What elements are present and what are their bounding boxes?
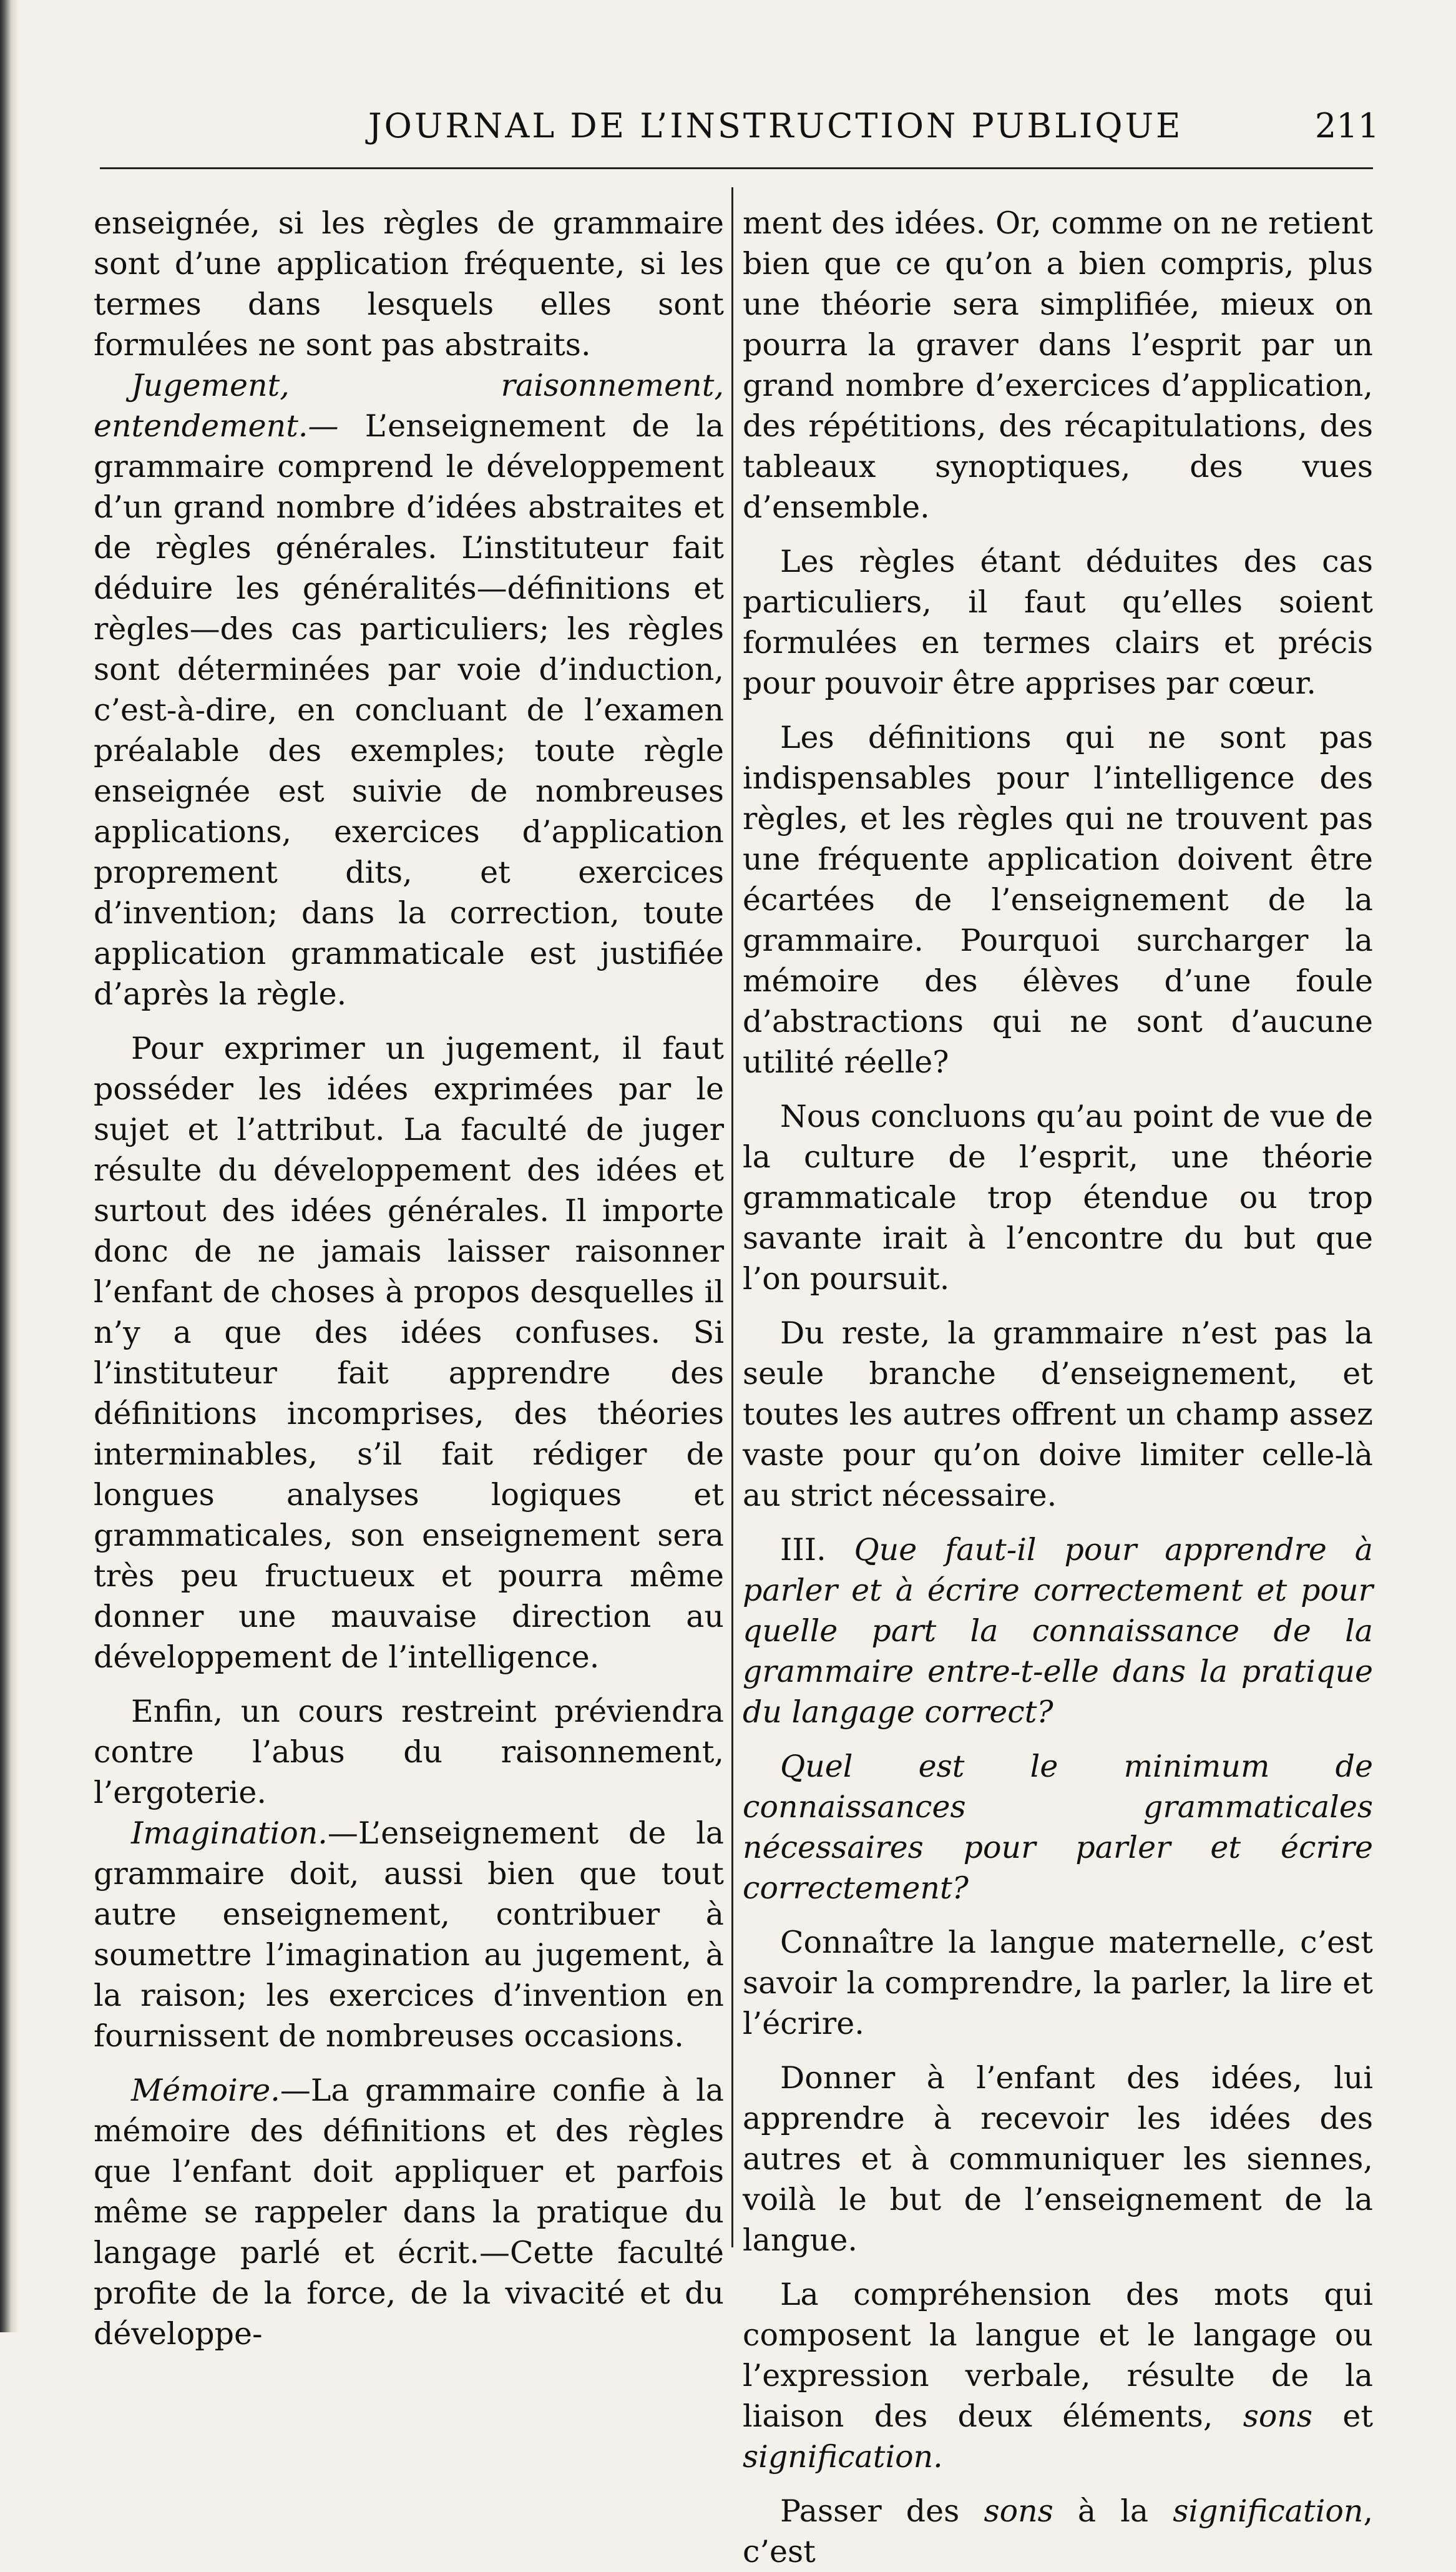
section-number: III. [780, 1532, 854, 1568]
paragraph: Connaître la langue maternelle, c’est savoir la comprendre, la parler, la lire et l’écrire. [743, 1925, 1373, 2041]
question-paragraph: Quel est le minimum de connaissances grammaticales nécessaires pour parler et écrire correctement? [743, 1749, 1373, 1906]
paragraph: Imagination.—L’enseignement de la grammaire doit, aussi bien que tout autre enseignement, contribuer à soumettre l’imagination au jugement, à la raison; les exercices d’invention en fournissent de nombreuses occasions. [94, 1815, 724, 2054]
paragraph: Donner à l’enfant des idées, lui apprendre à recevoir les idées des autres et à communiquer les siennes, voilà le but de l’enseignement de la langue. [743, 2060, 1373, 2258]
paragraph: Pour exprimer un jugement, il faut posséder les idées exprimées par le sujet et l’attribut. La faculté de juger résulte du développement des idées et surtout des idées générales. Il importe donc de ne jamais laisser raisonner l’enfant de choses à propos desquelles il n’y a que des idées confuses. Si l’instituteur fait apprendre des définitions incomprises, des théories interminables, s’il fait rédiger de longues analyses logiques et grammaticales, son enseignement sera très peu fructueux et pourra même donner une mauvaise direction au développement de l’intelligence. [94, 1031, 724, 1675]
left-column [94, 203, 724, 2352]
section-heading: Mémoire. [131, 2073, 280, 2108]
section-heading: Jugement, raisonnement, entendement.— [94, 368, 724, 444]
page-binding-edge [0, 0, 19, 2332]
paragraph: Enfin, un cours restreint préviendra contre l’abus du raisonnement, l’ergoterie. [94, 1694, 724, 1810]
question-paragraph: III. Que faut-il pour apprendre à parler et à écrire correctement et pour quelle part la connaissance de la grammaire entre-t-elle dans la pratique du langage correct? [743, 1532, 1373, 1730]
page-header [349, 100, 1379, 156]
page-number: 211 [1314, 106, 1379, 145]
paragraph: Jugement, raisonnement, entendement.— L’enseignement de la grammaire comprend le développement d’un grand nombre d’idées abstraites et de règles générales. L’instituteur fait déduire les généralités—définitions et règles—des cas particuliers; les règles sont déterminées par voie d’induction, c’est-à-dire, en concluant de l’examen préalable des exemples; toute règle enseignée est suivie de nombreuses applications, exercices d’application proprement dits, et exercices d’invention; dans la correction, toute application grammaticale est justifiée d’après la règle. [94, 368, 724, 1012]
paragraph: Mémoire.—La grammaire confie à la mémoire des définitions et des règles que l’enfant doit appliquer et parfois même se rappeler dans la pratique du langage parlé et écrit.—Cette faculté profite de la force, de la vivacité et du développe- [94, 2073, 724, 2352]
section-heading: Imagination. [131, 1815, 328, 1851]
column-divider [731, 187, 733, 2247]
header-rule [100, 167, 1373, 169]
right-column [743, 203, 1374, 2570]
running-title: JOURNAL DE L’INSTRUCTION PUBLIQUE [368, 106, 1183, 145]
paragraph: La compréhension des mots qui composent la langue et le langage ou l’expression verbale, résulte de la liaison des deux éléments, sons et signification. [743, 2277, 1374, 2475]
paragraph: Les règles étant déduites des cas particuliers, il faut qu’elles soient formulées en termes clairs et précis pour pouvoir être apprises par cœur. [743, 544, 1373, 701]
paragraph: Nous concluons qu’au point de vue de la culture de l’esprit, une théorie grammaticale trop étendue ou trop savante irait à l’encontre du but que l’on poursuit. [743, 1099, 1373, 1297]
paragraph: Les définitions qui ne sont pas indispensables pour l’intelligence des règles, et les règles qui ne trouvent pas une fréquente application doivent être écartées de l’enseignement de la grammaire. Pourquoi surcharger la mémoire des élèves d’une foule d’abstractions qui ne sont d’aucune utilité réelle? [743, 720, 1373, 1080]
paragraph: Passer des sons à la signification, c’est [743, 2493, 1374, 2570]
paragraph: enseignée, si les règles de grammaire sont d’une application fréquente, si les termes dans lesquels elles sont formulées ne sont pas abstraits. [94, 205, 724, 363]
paragraph: ment des idées. Or, comme on ne retient bien que ce qu’on a bien compris, plus une théorie sera simplifiée, mieux on pourra la graver dans l’esprit par un grand nombre d’exercices d’application, des répétitions, des récapitulations, des tableaux synoptiques, des vues d’ensemble. [743, 205, 1373, 525]
paragraph: Du reste, la grammaire n’est pas la seule branche d’enseignement, et toutes les autres offrent un champ assez vaste pour qu’on doive limiter celle-là au strict nécessaire. [743, 1315, 1373, 1513]
